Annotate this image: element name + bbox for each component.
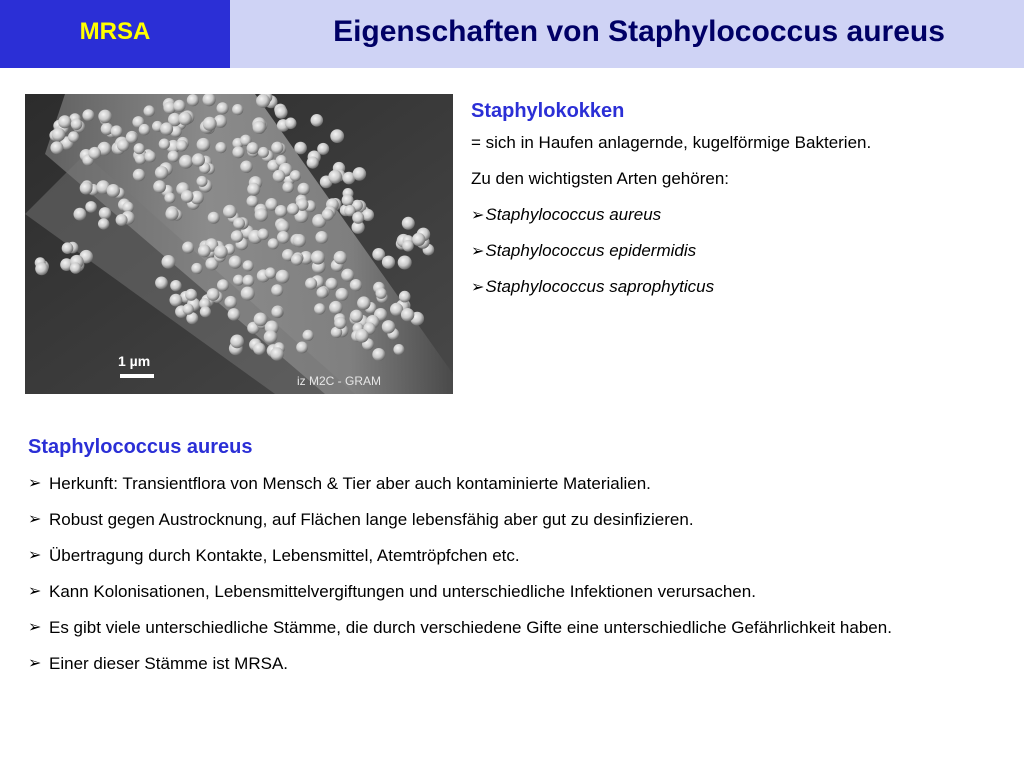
coccus-cell [200,306,211,317]
coccus-cell [231,230,243,242]
header-section-box [0,0,230,68]
coccus-cell [322,209,334,221]
intro-heading: Staphylokokken [471,100,625,122]
coccus-cell [243,275,255,287]
coccus-cell [254,313,268,327]
image-credit: iz M2C - GRAM [297,374,381,388]
species-item [471,275,1016,311]
species-item [471,239,1016,275]
arrow-bullet-icon: ➢ [28,475,42,492]
coccus-cell [398,256,412,270]
aureus-heading: Staphylococcus aureus [28,436,253,458]
bullet-text: Übertragung durch Kontakte, Lebensmittel, Atemtröpfchen etc. [49,546,520,565]
coccus-cell [233,275,244,286]
coccus-cell [329,301,342,314]
coccus-cell [401,308,414,321]
arrow-bullet-icon: ➢ [28,547,42,564]
arrow-bullet-icon: ➢ [471,243,485,260]
coccus-cell [35,262,48,275]
arrow-bullet-icon: ➢ [28,655,42,672]
coccus-cell [247,142,259,154]
coccus-cell [372,348,385,361]
coccus-cell [326,278,338,290]
coccus-cell [173,100,185,112]
coccus-cell [270,347,284,361]
bullet-text: Kann Kolonisationen, Lebensmittelvergiftungen und unterschiedliche Infektionen verursachen. [49,582,756,601]
coccus-cell [229,256,242,269]
coccus-cell [170,280,181,291]
coccus-cell [233,218,245,230]
coccus-cell [192,153,205,166]
coccus-cell [215,142,226,153]
bullet-item [28,508,1008,532]
coccus-cell [376,288,387,299]
coccus-cell [336,288,349,301]
coccus-cell [353,167,367,181]
coccus-cell [187,94,199,106]
coccus-cell [133,169,145,181]
coccus-cell [256,94,270,108]
header-title-box [230,0,1024,68]
species-name: Staphylococcus saprophyticus [485,277,715,296]
coccus-cell [272,306,284,318]
coccus-cell [393,344,404,355]
coccus-cell [334,317,346,329]
coccus-cell [80,182,93,195]
coccus-cell [144,151,156,163]
coccus-cell [111,125,123,137]
coccus-cell [303,330,314,341]
coccus-cell [214,245,228,259]
coccus-cell [315,231,328,244]
coccus-cell [68,131,79,142]
arrow-bullet-icon: ➢ [471,207,485,224]
coccus-cell [307,157,319,169]
coccus-cell [243,260,254,271]
coccus-cell [255,208,268,221]
coccus-cell [62,242,74,254]
coccus-cell [153,180,166,193]
coccus-cell [107,184,120,197]
species-name: Staphylococcus epidermidis [485,241,697,260]
coccus-cell [225,296,237,308]
species-intro: Zu den wichtigsten Arten gehören: [471,169,729,188]
coccus-cell [99,207,111,219]
coccus-cell [182,242,194,254]
coccus-cell [160,122,173,135]
coccus-cell [341,269,354,282]
coccus-cell [328,170,342,184]
coccus-cell [317,287,329,299]
coccus-cell [155,166,168,179]
coccus-cell [88,147,101,160]
coccus-cell [382,320,395,333]
scale-label: 1 µm [118,353,151,369]
coccus-cell [58,115,71,128]
coccus-cell [247,195,259,207]
coccus-cell [71,119,83,131]
coccus-cell [305,278,317,290]
bullet-item [28,616,1008,640]
coccus-cell [271,142,283,154]
coccus-cell [311,251,325,265]
coccus-cell [265,267,276,278]
bullet-item [28,580,1008,604]
coccus-cell [52,128,66,142]
coccus-cell [82,109,94,121]
coccus-cell [230,335,244,349]
coccus-cell [50,141,63,154]
coccus-cell [165,207,178,220]
coccus-cell [298,183,310,195]
species-item [471,203,1016,239]
coccus-cell [253,343,265,355]
coccus-cell [277,231,290,244]
coccus-cell [293,234,306,247]
coccus-cell [268,238,279,249]
coccus-cell [247,183,260,196]
arrow-bullet-icon: ➢ [28,619,42,636]
coccus-cell [232,146,244,158]
intro-text-block [471,100,1016,311]
coccus-cell [134,143,145,154]
arrow-bullet-icon: ➢ [28,511,42,528]
coccus-cell [273,170,286,183]
coccus-cell [232,104,243,115]
bullet-item [28,544,1008,568]
coccus-cell [185,289,197,301]
coccus-cell [330,129,344,143]
coccus-cell [207,288,220,301]
coccus-cell [412,233,425,246]
coccus-cell [276,270,290,284]
coccus-cell [357,296,370,309]
coccus-cell [399,291,411,303]
coccus-cell [402,217,415,230]
coccus-cell [355,329,369,343]
coccus-cell [350,310,363,323]
scale-bar [120,374,154,378]
coccus-cell [74,208,87,221]
coccus-cell [350,279,362,291]
coccus-cell [197,138,211,152]
coccus-cell [287,203,299,215]
coccus-cell [334,251,347,264]
coccus-cell [176,140,188,152]
coccus-cell [311,114,324,127]
coccus-cell [241,287,255,301]
bullet-item [28,652,1008,676]
electron-micrograph-image [25,94,453,394]
coccus-cell [208,212,220,224]
coccus-cell [85,201,97,213]
coccus-cell [170,294,183,307]
coccus-cell [70,262,81,273]
arrow-bullet-icon: ➢ [28,583,42,600]
coccus-cell [126,132,138,144]
coccus-cell [223,205,237,219]
coccus-cell [296,342,308,354]
bullet-text: Es gibt viele unterschiedliche Stämme, die durch verschiedene Gifte eine unterschiedliche Gefährlichkeit haben. [49,618,892,637]
arrow-bullet-icon: ➢ [471,279,485,296]
coccus-cell [135,154,146,165]
coccus-cell [294,142,307,155]
coccus-cell [139,124,150,135]
coccus-cell [217,102,229,114]
coccus-cell [282,182,293,193]
bullet-text: Robust gegen Austrocknung, auf Flächen lange lebensfähig aber gut zu desinfizieren. [49,510,694,529]
coccus-cell [164,192,175,203]
bullet-item [28,472,1008,496]
coccus-cell [203,117,217,131]
intro-definition: = sich in Haufen anlagernde, kugelförmige Bakterien. [471,133,872,152]
species-name: Staphylococcus aureus [485,205,662,224]
coccus-cell [291,254,303,266]
coccus-cell [290,170,301,181]
slide-title: Eigenschaften von Staphylococcus aureus [333,15,945,48]
coccus-cell [240,161,252,173]
coccus-cell [183,304,194,315]
coccus-cell [179,155,193,169]
coccus-cell [162,255,176,269]
bullet-text: Herkunft: Transientflora von Mensch & Tier aber auch kontaminierte Materialien. [49,474,651,493]
coccus-cell [342,194,354,206]
coccus-cell [352,212,364,224]
coccus-cell [197,176,208,187]
coccus-cell [116,214,128,226]
coccus-cell [217,279,229,291]
coccus-cell [314,303,325,314]
coccus-cell [258,147,269,158]
section-label: MRSA [79,18,151,45]
coccus-cell [198,245,211,258]
coccus-cell [275,106,288,119]
coccus-cell [382,256,395,269]
coccus-cell [317,143,329,155]
coccus-cell [253,121,266,134]
bullet-text: Einer dieser Stämme ist MRSA. [49,654,289,673]
coccus-cell [168,151,180,163]
aureus-section [28,436,1008,688]
coccus-cell [264,330,278,344]
coccus-cell [178,112,192,126]
coccus-cell [228,308,241,321]
coccus-cell [271,284,283,296]
coccus-cell [98,218,109,229]
coccus-cell [144,105,155,116]
coccus-cell [98,110,112,124]
coccus-cell [402,240,414,252]
coccus-cell [257,229,269,241]
coccus-cell [155,277,168,290]
coccus-cell [159,139,170,150]
coccus-cell [191,263,202,274]
coccus-cell [181,190,194,203]
coccus-cell [285,118,297,130]
coccus-cell [275,205,287,217]
